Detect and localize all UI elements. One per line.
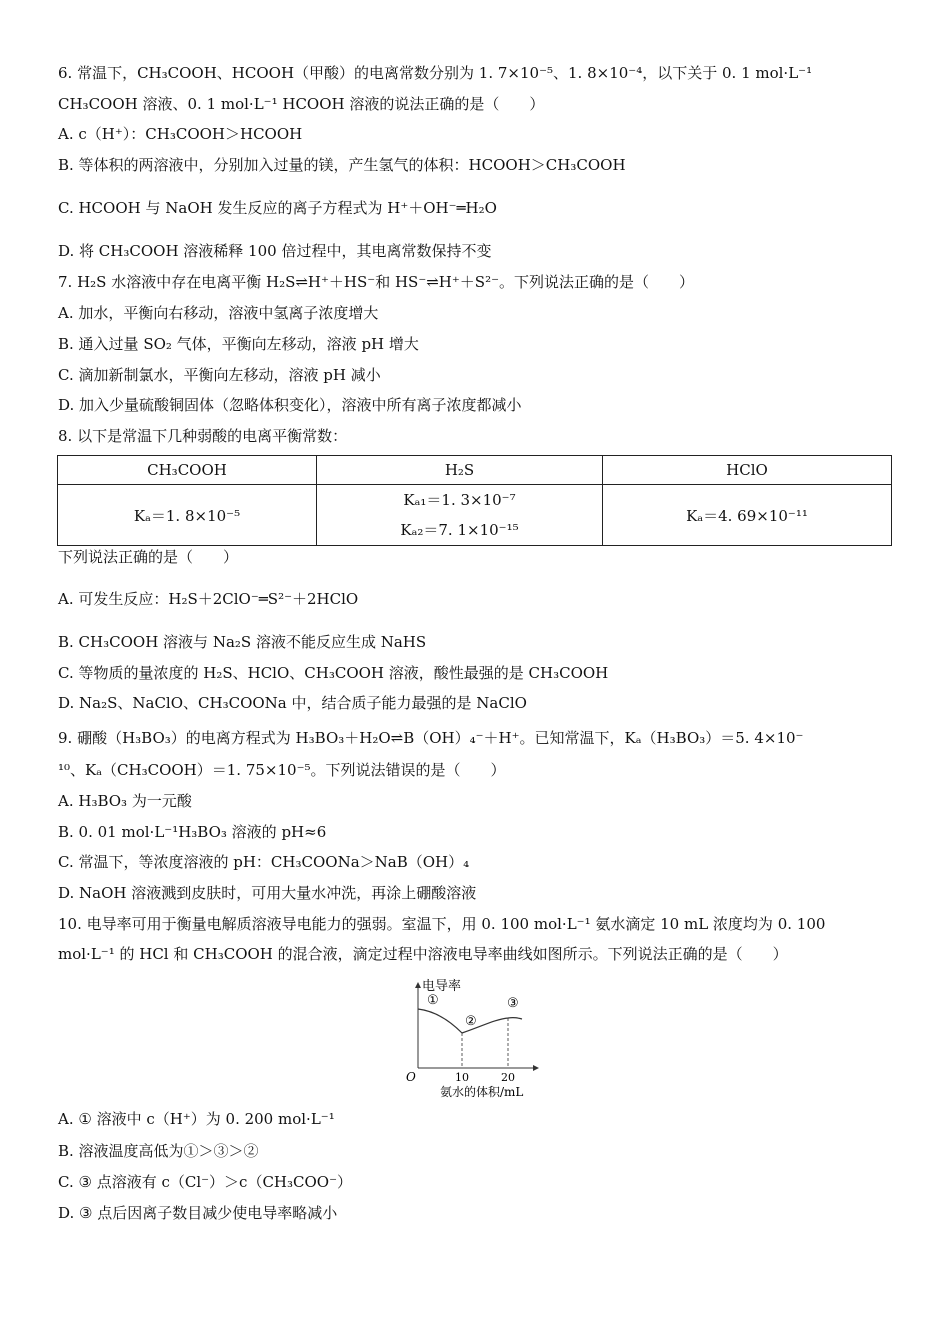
y-axis-label: 电导率 [422,979,462,994]
ka-cell-ch3cooh: Kₐ＝1. 8×10⁻⁵ [58,485,317,546]
q7-option-c: C. 滴加新制氯水，平衡向左移动，溶液 pH 减小 [58,366,381,384]
q6-option-a: A. c（H⁺）：CH₃COOH＞HCOOH [58,125,303,143]
q9-option-c: C. 常温下，等浓度溶液的 pH：CH₃COONa＞NaB（OH）₄ [58,853,470,871]
q9-option-b: B. 0. 01 mol·L⁻¹H₃BO₃ 溶液的 pH≈6 [58,823,327,841]
q9-stem-line2: ¹⁰、Kₐ（CH₃COOH）＝1. 75×10⁻⁵。下列说法错误的是（ ） [58,761,506,779]
q8-option-c: C. 等物质的量浓度的 H₂S、HClO、CH₃COOH 溶液，酸性最强的是 CH₃COOH [58,664,609,682]
q8-option-d: D. Na₂S、NaClO、CH₃COONa 中，结合质子能力最强的是 NaClO [58,694,527,712]
q10-stem-line1: 10. 电导率可用于衡量电解质溶液导电能力的强弱。室温下，用 0. 100 mol·L⁻¹ 氨水滴定 10 mL 浓度均为 0. 100 [58,915,826,933]
q10-option-b: B. 溶液温度高低为①＞③＞② [58,1142,259,1160]
x-tick-10: 10 [455,1071,469,1084]
q10-option-d: D. ③ 点后因离子数目减少使电导率略减小 [58,1204,338,1222]
q7-option-b: B. 通入过量 SO₂ 气体，平衡向左移动，溶液 pH 增大 [58,335,419,353]
ka-table [57,455,892,546]
point-3-label: ③ [507,996,519,1011]
q10-stem-line2: mol·L⁻¹ 的 HCl 和 CH₃COOH 的混合液，滴定过程中溶液电导率曲线如图所示。下列说法正确的是（ ） [58,945,788,963]
q6-option-d: D. 将 CH₃COOH 溶液稀释 100 倍过程中，其电离常数保持不变 [58,242,492,260]
q7-stem: 7. H₂S 水溶液中存在电离平衡 H₂S⇌H⁺＋HS⁻和 HS⁻⇌H⁺＋S²⁻。下列说法正确的是（ ） [58,273,695,291]
ka1-h2s: Kₐ₁＝1. 3×10⁻⁷ [403,491,516,509]
q7-option-d: D. 加入少量硫酸铜固体（忽略体积变化），溶液中所有离子浓度都减小 [58,396,522,414]
ka-cell-hclo: Kₐ＝4. 69×10⁻¹¹ [603,485,892,546]
q6-option-b: B. 等体积的两溶液中，分别加入过量的镁，产生氢气的体积：HCOOH＞CH₃COOH [58,156,626,174]
ka-header-hclo: HClO [603,456,892,485]
origin-label: O [406,1070,416,1084]
conductivity-graph [400,975,550,1103]
q6-stem-line2: CH₃COOH 溶液、0. 1 mol·L⁻¹ HCOOH 溶液的说法正确的是（ ） [58,95,545,113]
q6-option-c: C. HCOOH 与 NaOH 发生反应的离子方程式为 H⁺＋OH⁻═H₂O [58,199,497,217]
ka2-h2s: Kₐ₂＝7. 1×10⁻¹⁵ [400,521,519,539]
q8-stem: 8. 以下是常温下几种弱酸的电离平衡常数： [58,427,348,445]
ka-header-h2s: H₂S [317,456,603,485]
q10-option-c: C. ③ 点溶液有 c（Cl⁻）＞c（CH₃COO⁻） [58,1173,353,1191]
q6-stem-line1: 6. 常温下，CH₃COOH、HCOOH（甲酸）的电离常数分别为 1. 7×10⁻⁵、1. 8×10⁻⁴，以下关于 0. 1 mol·L⁻¹ [58,64,813,82]
ka-header-ch3cooh: CH₃COOH [58,456,317,485]
q10-option-a: A. ① 溶液中 c（H⁺）为 0. 200 mol·L⁻¹ [58,1110,335,1128]
q9-option-a: A. H₃BO₃ 为一元酸 [58,792,192,810]
q9-stem-line1: 9. 硼酸（H₃BO₃）的电离方程式为 H₃BO₃＋H₂O⇌B（OH）₄⁻＋H⁺。已知常温下，Kₐ（H₃BO₃）＝5. 4×10⁻ [58,729,804,747]
q7-option-a: A. 加水，平衡向右移动，溶液中氢离子浓度增大 [58,304,379,322]
q8-option-b: B. CH₃COOH 溶液与 Na₂S 溶液不能反应生成 NaHS [58,633,427,651]
x-axis-label: 氨水的体积/mL [440,1085,524,1099]
q8-after-table: 下列说法正确的是（ ） [58,548,239,566]
point-2-label: ② [465,1014,477,1029]
q8-option-a: A. 可发生反应：H₂S＋2ClO⁻═S²⁻＋2HClO [58,590,359,608]
point-1-label: ① [427,993,439,1008]
q9-option-d: D. NaOH 溶液溅到皮肤时，可用大量水冲洗，再涂上硼酸溶液 [58,884,477,902]
ka-cell-h2s [317,485,603,546]
curve-segment-1 [418,1009,462,1033]
x-tick-20: 20 [501,1071,515,1084]
